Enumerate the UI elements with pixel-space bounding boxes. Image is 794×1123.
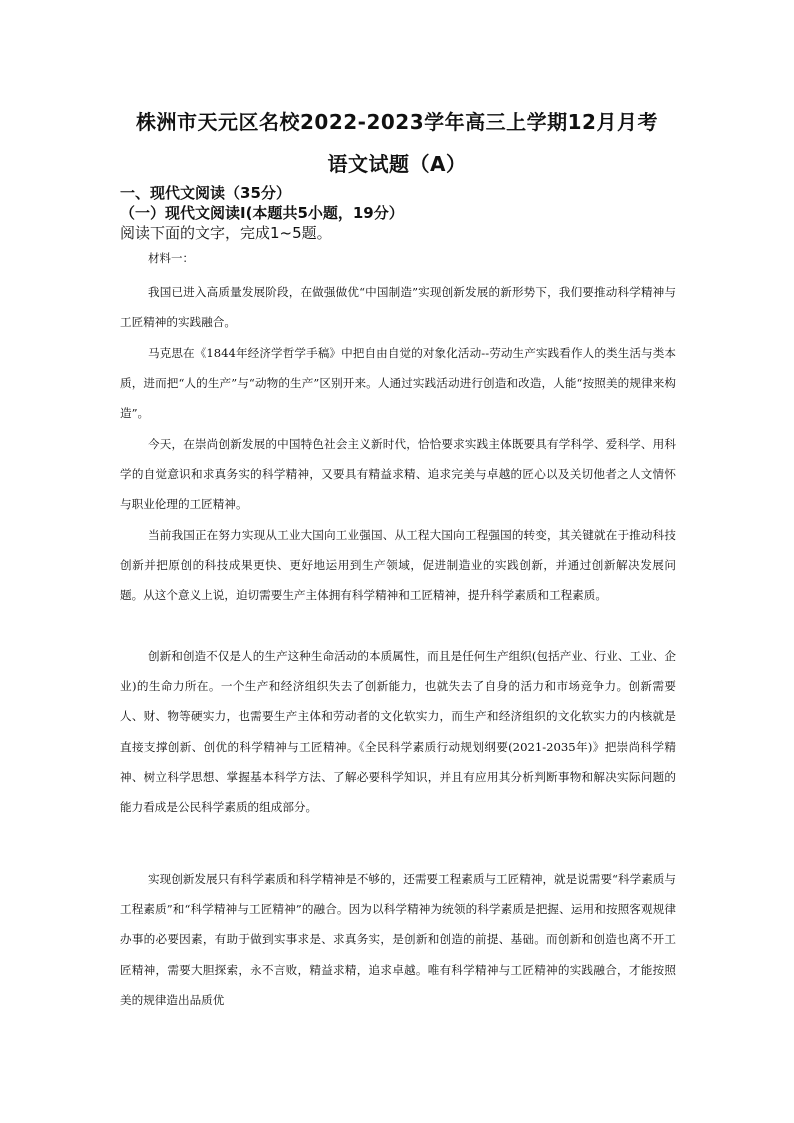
reading-instruction: 阅读下面的文字，完成1~5题。 xyxy=(120,224,332,242)
material-label: 材料一： xyxy=(148,251,194,265)
paragraph-1: 我国已进入高质量发展阶段，在做强做优“中国制造”实现创新发展的新形势下，我们要推动科学精神与工匠精神的实践融合。 xyxy=(120,285,676,330)
paragraph-6: 实现创新发展只有科学素质和科学精神是不够的，还需要工程素质与工匠精神，就是说需要“科学素质与工程素质”和“科学精神与工匠精神”的融合。因为以科学精神为统领的科学素质是把握、运用和按照客观规律办事的必要因素，有助于做到实事求是、求真务实，是创新和创造的前提、基础。而创新和创造也离不开工匠精神，需要大胆探索，永不言败，精益求精，追求卓越。唯有科学精神与工匠精神的实践融合，才能按照美的规律造出品质优 xyxy=(120,872,676,1007)
paragraph-3: 今天，在崇尚创新发展的中国特色社会主义新时代，恰恰要求实践主体既要具有学科学、爱科学、用科学的自觉意识和求真务实的科学精神，又要具有精益求精、追求完美与卓越的匠心以及关切他者之人文情怀与职业伦理的工匠精神。 xyxy=(120,437,676,512)
section-heading: 一、现代文阅读（35分） xyxy=(120,184,291,202)
document-subtitle: 语文试题（A） xyxy=(327,152,467,176)
paragraph-4: 当前我国正在努力实现从工业大国向工业强国、从工程大国向工程强国的转变，其关键就在于推动科技创新并把原创的科技成果更快、更好地运用到生产领域，促进制造业的实践创新，并通过创新解决发展问题。从这个意义上说，迫切需要生产主体拥有科学精神和工匠精神，提升科学素质和工程素质。 xyxy=(120,528,676,603)
section-subheading: （一）现代文阅读Ⅰ(本题共5小题，19分） xyxy=(120,204,404,222)
paragraph-5: 创新和创造不仅是人的生产这种生命活动的本质属性，而且是任何生产组织(包括产业、行业、工业、企业)的生命力所在。一个生产和经济组织失去了创新能力，也就失去了自身的活力和市场竞争力。创新需要人、财、物等硬实力，也需要生产主体和劳动者的文化软实力，而生产和经济组织的文化软实力的内核就是直接支撑创新、创优的科学精神与工匠精神。《全民科学素质行动规划纲要(2021-2035年)》把崇尚科学精神、树立科学思想、掌握基本科学方法、了解必要科学知识，并且有应用其分析判断事物和解决实际问题的能力看成是公民科学素质的组成部分。 xyxy=(120,649,676,815)
paragraph-2: 马克思在《1844年经济学哲学手稿》中把自由自觉的对象化活动--劳动生产实践看作人的类生活与类本质，进而把“人的生产”与“动物的生产”区别开来。人通过实践活动进行创造和改造，人能“按照美的规律来构造”。 xyxy=(120,346,676,421)
document-title: 株洲市天元区名校2022-2023学年高三上学期12月月考 xyxy=(136,110,658,134)
